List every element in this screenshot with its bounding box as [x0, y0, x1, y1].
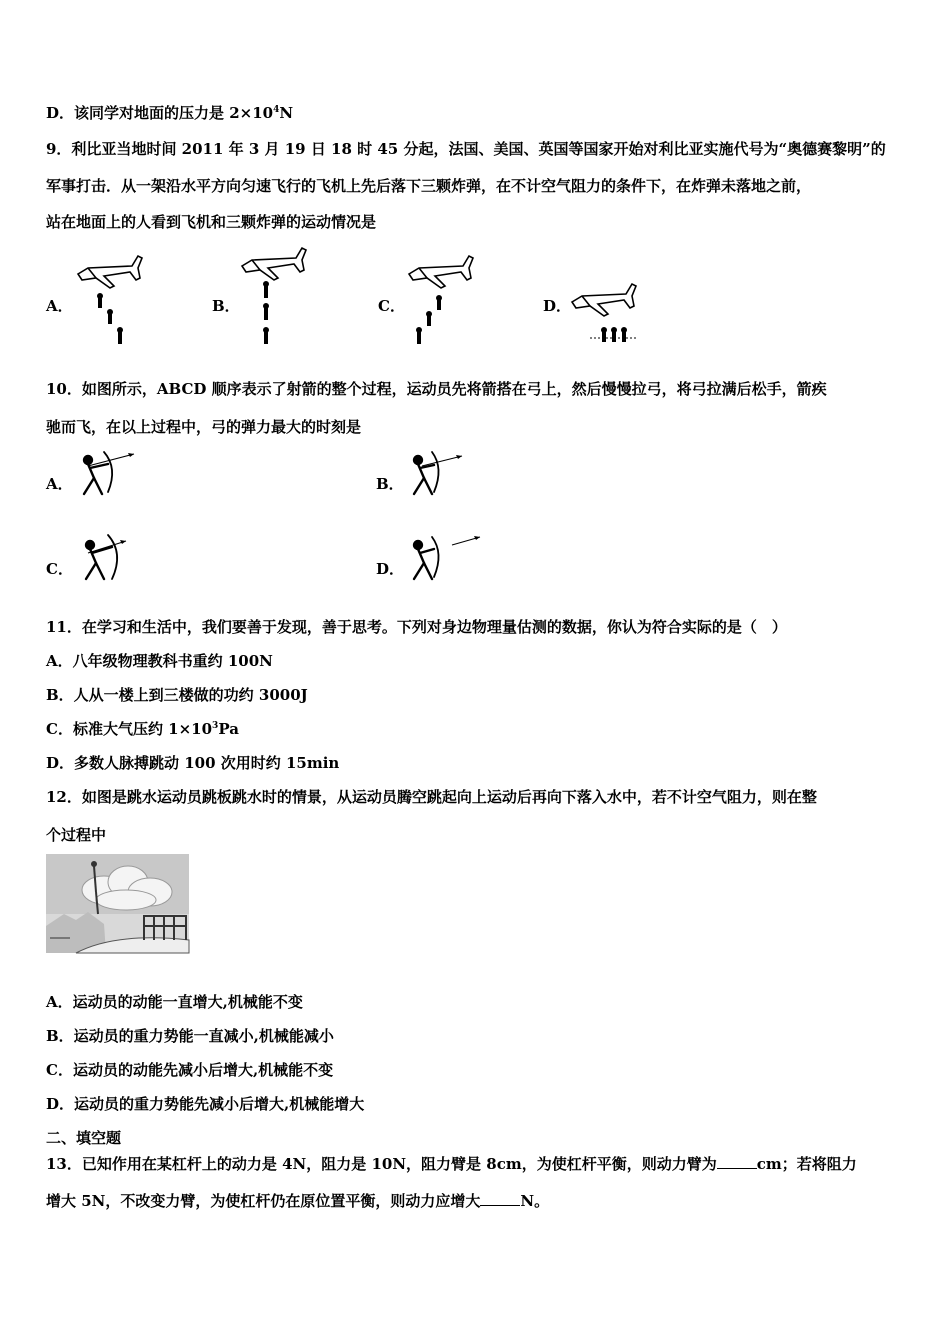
q11-stem: 11．在学习和生活中，我们要善于发现，善于思考。下列对身边物理量估测的数据，你认为符合实际的是（ ）	[46, 618, 787, 636]
q12-option-b: B．运动员的重力势能一直减小,机械能减小	[46, 1027, 334, 1045]
bomb-icon	[601, 327, 627, 342]
q10-figure-d-archer-icon	[404, 533, 484, 583]
q9-figure-c	[405, 252, 475, 347]
q11-option-c-unit: Pa	[218, 720, 239, 738]
q11-option-b: B．人从一楼上到三楼做的功约 3000J	[46, 686, 308, 704]
q12-stem-line1: 12．如图是跳水运动员跳板跳水时的情景，从运动员腾空跳起向上运动后再向下落入水中，若不计空气阻力，则在整	[46, 788, 817, 806]
q8-option-d	[46, 103, 293, 123]
q13-line2-text-end: N。	[520, 1192, 550, 1210]
q10-option-b-label: B．	[376, 475, 404, 493]
bomb-icon	[97, 293, 123, 344]
airplane-icon	[572, 284, 636, 316]
q10-stem-line1: 10．如图所示，ABCD 顺序表示了射箭的整个过程，运动员先将箭搭在弓上，然后慢慢拉弓，将弓拉满后松手，箭疾	[46, 380, 827, 398]
q13-line1-text: 13．已知作用在某杠杆上的动力是 4N，阻力是 10N，阻力臂是 8cm，为使杠杆平衡，则动力臂为	[46, 1155, 717, 1173]
q8-option-d-text: D．该同学对地面的压力是 2×10	[46, 104, 274, 122]
q9-figure-d	[568, 280, 643, 346]
q10-option-c-label: C．	[46, 560, 73, 578]
q13-line1-text-end: cm；若将阻力	[756, 1155, 857, 1173]
q11-option-c	[46, 719, 239, 739]
q13-blank-1[interactable]	[717, 1154, 757, 1169]
q10-option-d-label: D．	[376, 560, 405, 578]
q8-option-d-unit: N	[279, 104, 294, 122]
q11-option-c-text: C．标准大气压约 1×10	[46, 720, 213, 738]
q11-option-c-exponent: 3	[212, 721, 219, 731]
q8-option-d-exponent: 4	[273, 105, 280, 115]
bomb-icon	[263, 281, 269, 344]
q13-line2	[46, 1191, 549, 1211]
q12-diving-picture	[46, 854, 189, 953]
airplane-icon	[78, 256, 142, 288]
q10-figure-a-archer-icon	[74, 448, 136, 498]
q13-blank-2[interactable]	[480, 1191, 520, 1206]
q9-stem-line2: 军事打击．从一架沿水平方向匀速飞行的飞机上先后落下三颗炸弹，在不计空气阻力的条件下，在炸弹未落地之前，	[46, 177, 812, 195]
q10-figure-b-archer-icon	[404, 448, 466, 498]
airplane-icon	[409, 256, 473, 288]
q9-figure-a	[74, 252, 144, 347]
q9-option-d-label: D．	[543, 297, 572, 315]
q10-option-a-label: A．	[46, 475, 73, 493]
section-2-title: 二、填空题	[46, 1129, 122, 1147]
q13-line2-text: 增大 5N，不改变力臂，为使杠杆仍在原位置平衡，则动力应增大	[46, 1192, 481, 1210]
q9-option-b-label: B．	[212, 297, 240, 315]
q12-stem-line2: 个过程中	[46, 826, 107, 844]
q13-line1	[46, 1154, 857, 1174]
q9-figure-b	[238, 244, 308, 349]
q9-option-c-label: C．	[378, 297, 405, 315]
q10-figure-c-archer-icon	[76, 533, 136, 583]
q10-stem-line2: 驰而飞，在以上过程中，弓的弹力最大的时刻是	[46, 418, 362, 436]
q9-stem-line3: 站在地面上的人看到飞机和三颗炸弹的运动情况是	[46, 213, 377, 231]
q12-option-c: C．运动员的动能先减小后增大,机械能不变	[46, 1061, 334, 1079]
q11-option-a: A．八年级物理教科书重约 100N	[46, 652, 273, 670]
airplane-icon	[242, 248, 306, 280]
q9-option-a-label: A．	[46, 297, 73, 315]
q9-stem-line1: 9．利比亚当地时间 2011 年 3 月 19 日 18 时 45 分起，法国、美国、英国等国家开始对利比亚实施代号为“奥德赛黎明”的	[46, 140, 886, 158]
bomb-icon	[416, 295, 442, 344]
q12-option-d: D．运动员的重力势能先减小后增大,机械能增大	[46, 1095, 365, 1113]
q11-option-d: D．多数人脉搏跳动 100 次用时约 15min	[46, 754, 340, 772]
q12-option-a: A．运动员的动能一直增大,机械能不变	[46, 993, 303, 1011]
